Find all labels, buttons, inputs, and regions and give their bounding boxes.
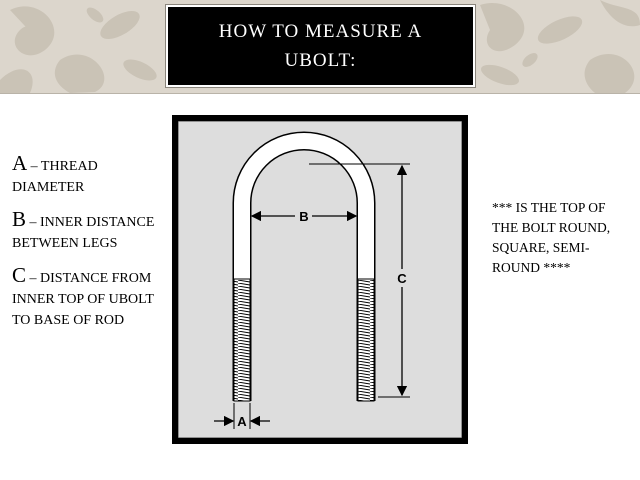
label-b: B [299,209,309,224]
legend-text: – THREAD DIAMETER [12,159,98,195]
slide-title: HOW TO MEASURE A UBOLT: [218,21,423,71]
label-a: A [237,414,247,429]
legend-letter: B [12,207,27,231]
right-thread [358,279,374,401]
legend-item-a [12,153,162,198]
measurement-legend [12,153,162,342]
left-thread [234,279,250,401]
legend-text: – INNER DISTANCE BETWEEN LEGS [12,215,155,251]
legend-item-c [12,265,162,331]
damask-banner [0,0,640,93]
banner-divider [0,93,640,94]
label-c: C [397,271,407,286]
legend-text: – DISTANCE FROM INNER TOP OF UBOLT TO BASE OF ROD [12,271,154,328]
shape-note: *** IS THE TOP OF THE BOLT ROUND, SQUARE, SEMI-ROUND **** [492,200,611,275]
ubolt-diagram-frame [172,115,468,444]
title-box [166,5,475,87]
legend-letter: C [12,263,27,287]
diagram-background [178,121,462,438]
legend-item-b [12,209,162,254]
ubolt-diagram [178,121,462,438]
legend-letter: A [12,151,28,175]
